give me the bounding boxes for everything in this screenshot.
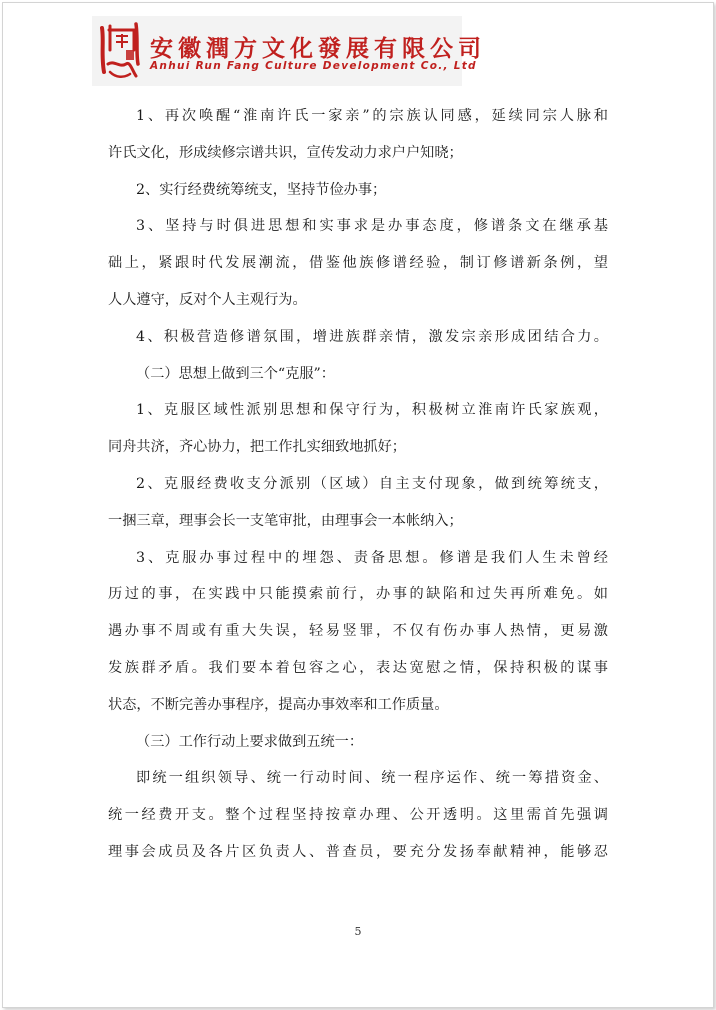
body-line: 许氏文化，形成续修宗谱共识，宣传发动力求户户知晓；: [108, 144, 463, 161]
document-body: [108, 98, 608, 871]
body-line: 2、克服经费收支分派别（区域）自主支付现象，做到统筹统支，: [136, 475, 608, 492]
body-line: 即统一组织领导、统一行动时间、统一程序运作、统一筹措资金、: [136, 770, 608, 787]
body-line: 发族群矛盾。我们要本着包容之心，表达宽慰之情，保持积极的谋事: [108, 659, 608, 676]
body-line: 2、实行经费统筹统支，坚持节俭办事；: [136, 181, 387, 198]
section-heading: （二）思想上做到三个“克服”：: [136, 365, 335, 382]
body-line: 统一经费开支。整个过程坚持按章办理、公开透明。这里需首先强调: [108, 807, 608, 824]
body-line: 4、积极营造修谱氛围，增进族群亲情，激发宗亲形成团结合力。: [136, 328, 608, 345]
body-line: 3、坚持与时俱进思想和实事求是办事态度，修谱条文在继承基: [136, 218, 608, 235]
body-line: 1、克服区域性派别思想和保守行为，积极树立淮南许氏家族观，: [136, 402, 608, 419]
company-name-cn: 安徽潤方文化發展有限公司: [150, 36, 486, 62]
body-line: 3、克服办事过程中的埋怨、责备思想。修谱是我们人生未曾经: [136, 549, 608, 566]
body-line: 历过的事，在实践中只能摸索前行，办事的缺陷和过失再所难免。如: [108, 586, 608, 603]
body-line: 础上，紧跟时代发展潮流，借鉴他族修谱经验，制订修谱新条例，望: [108, 255, 608, 272]
body-line: 遇办事不周或有重大失误，轻易竖罪，不仅有伤办事人热情，更易激: [108, 623, 608, 640]
body-line: 人人遵守，反对个人主观行为。: [108, 291, 307, 308]
section-heading: （三）工作行动上要求做到五统一：: [136, 733, 364, 750]
body-line: 理事会成员及各片区负责人、普查员，要充分发扬奉献精神，能够忍: [108, 843, 608, 860]
page-number: 5: [354, 925, 362, 938]
letterhead: [92, 16, 486, 86]
body-line: 一捆三章，理事会长一支笔审批，由理事会一本帐纳入；: [108, 512, 463, 529]
seal-logo-icon: [96, 20, 142, 82]
body-line: 同舟共济，齐心协力，把工作扎实细致地抓好；: [108, 439, 406, 456]
body-line: 1、再次唤醒“淮南许氏一家亲”的宗族认同感，延续同宗人脉和: [136, 108, 608, 124]
body-line: 状态，不断完善办事程序，提高办事效率和工作质量。: [108, 696, 449, 713]
company-name-en: Anhui Run Fang Culture Development Co., Ltd: [150, 60, 477, 72]
